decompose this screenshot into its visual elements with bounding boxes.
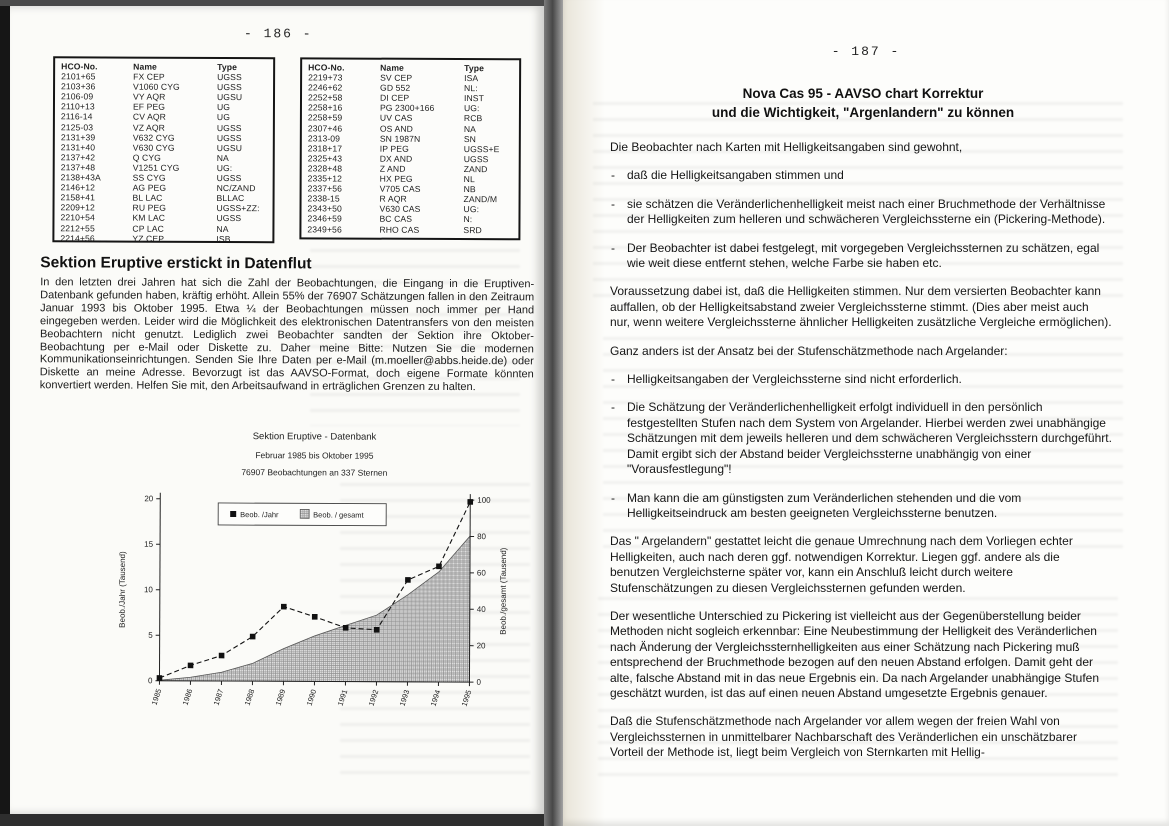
table-cell: Type bbox=[464, 63, 484, 74]
right-tick-label: 20 bbox=[476, 641, 486, 651]
x-tick-label: 1993 bbox=[397, 688, 412, 708]
table-cell: 2125-03 bbox=[60, 121, 94, 132]
bullet-dash: - bbox=[611, 168, 615, 183]
table-cell: 2214+56 bbox=[60, 232, 95, 244]
table-cell: 2116-14 bbox=[60, 111, 93, 122]
left-tick-label: 15 bbox=[144, 539, 154, 549]
table-cell: UGSS bbox=[217, 82, 242, 93]
table-cell: EF PEG bbox=[132, 101, 166, 113]
star-table-2 bbox=[299, 57, 521, 240]
table-cell: UGSU bbox=[216, 92, 243, 103]
table-cell: SRD bbox=[463, 224, 482, 235]
table-cell: 2138+43A bbox=[60, 172, 101, 183]
table-cell: UGSS bbox=[216, 172, 242, 184]
table-cell: RU PEG bbox=[132, 202, 167, 214]
table-cell: SV CEP bbox=[380, 72, 413, 83]
right-tick-label: 60 bbox=[476, 568, 486, 578]
legend-marker-gesamt bbox=[300, 509, 309, 518]
table-cell: SN 1987N bbox=[379, 133, 421, 144]
table-cell: UGSS bbox=[216, 132, 242, 143]
x-tick-label: 1995 bbox=[459, 688, 474, 708]
x-tick-label: 1992 bbox=[366, 688, 381, 708]
chart-subtitle-1: Februar 1985 bis Oktober 1995 bbox=[255, 450, 374, 461]
left-tick-label: 20 bbox=[144, 494, 154, 504]
table-cell: 2318+17 bbox=[307, 143, 343, 154]
page-number-left: - 186 - bbox=[243, 26, 313, 42]
table-cell: 2137+42 bbox=[60, 152, 96, 163]
paragraph: Das " Argelandern" gestattet leicht die genaue Umrechnung nach dem Vorliegen echter Helligkeiten, auch nach deren ggf. notwendigen Korrektur. Liegen ggf. andere als die benutzen Vergleichsterne später vor, kann ein Anschluß leicht durch weitere Stufenschätzungen zu diesen Vergleichssternen gefunden werden. bbox=[610, 534, 1073, 595]
article-body: In den letzten drei Jahren hat sich die Zahl der Beobachtungen, die Eingang in die Eruptiven-Datenbank gefunden haben, kräftig erhöht. Allein 55% der 76907 Schätzungen fallen in den Zeitraum Januar 1993 bis Oktober 1995. Etwa ¼ der Beobachtungen müssen noch immer per Hand eingegeben werden. Leider wird die Möglichkeit des elektronischen Datentransfers von den meisten Beobachtern nicht genutzt. Lediglich zwei Beobachter sandten der Sektion ihre Oktober-Beobachtung per e-Mail oder Diskette zu. Daher meine Bitte: Nutzen Sie die modernen Kommunikationseinrichtungen. Senden Sie Ihre Daten per e-Mail (m.moeller@abbs.heide.de) oder Diskette an meine Adresse. Bevorzugt ist das AAVSO-Format, doch eigene Formate könnten konvertiert werden. Helfen Sie mit, den Arbeitsaufwand in erträglichen Grenzen zu halten. bbox=[39, 276, 535, 394]
line-marker bbox=[219, 653, 225, 659]
table-cell: 2131+39 bbox=[60, 131, 96, 143]
table-cell: Q CYG bbox=[132, 152, 161, 163]
table-cell: 2349+56 bbox=[307, 223, 342, 235]
table-cell: ISA bbox=[464, 73, 479, 84]
legend-label-gesamt: Beob. / gesamt bbox=[313, 510, 364, 520]
line-marker bbox=[343, 625, 349, 631]
chart-svg bbox=[113, 483, 514, 740]
table-cell: INST bbox=[463, 93, 485, 104]
table-cell: BLLAC bbox=[216, 193, 245, 204]
line-marker bbox=[281, 604, 287, 610]
table-cell: IP PEG bbox=[379, 143, 409, 154]
table-cell: VY AQR bbox=[132, 91, 166, 103]
table-cell: UG bbox=[216, 112, 231, 123]
line-area-chart bbox=[113, 483, 514, 740]
bullet-item bbox=[610, 168, 1112, 183]
x-tick-label: 1991 bbox=[335, 688, 350, 708]
bullet-dash: - bbox=[611, 196, 615, 211]
table-cell: DX AND bbox=[379, 153, 413, 164]
table-cell: 2335+12 bbox=[307, 173, 343, 184]
table-cell: 2343+50 bbox=[307, 203, 342, 214]
table-cell: UG: bbox=[463, 204, 480, 215]
table-cell: SN bbox=[463, 133, 476, 144]
table-cell: UGSS bbox=[463, 153, 489, 164]
bullet-text: Die Schätzung der Veränderlichenhelligkeit erfolgt individuell in den persönlich festgestellten Stufen nach dem System von Argelander. Hierbei werden zwei unabhängige Schätzungen mit dem jeweils helleren und dem schwächeren Vergleichsstern durchgeführt. Damit ergibt sich der Abstand beider Vergleichssterne unabhängig von einer "Vorausfestlegung"! bbox=[627, 400, 1112, 477]
table-cell: BL LAC bbox=[132, 192, 163, 203]
table-cell: HCO-No. bbox=[308, 62, 345, 73]
table-cell: 2137+48 bbox=[60, 162, 96, 173]
table-cell: UGSS bbox=[216, 122, 242, 133]
table-cell: DI CEP bbox=[379, 92, 410, 104]
chart-title: Sektion Eruptive - Datenbank bbox=[252, 431, 377, 443]
table-cell: NB bbox=[463, 184, 476, 195]
page-187 bbox=[563, 0, 1169, 826]
chart-subtitle-2: 76907 Beobachtungen an 337 Sternen bbox=[241, 467, 388, 478]
bullet-item bbox=[610, 241, 1112, 272]
x-tick-label: 1987 bbox=[211, 687, 226, 707]
table-cell: 2210+54 bbox=[60, 212, 95, 223]
left-axis-label: Beob./Jahr (Tausend) bbox=[117, 551, 128, 628]
table-cell: RCB bbox=[463, 113, 483, 124]
table-cell: 2338-15 bbox=[307, 193, 340, 204]
table-cell: 2131+40 bbox=[60, 142, 96, 153]
table-cell: V705 CAS bbox=[379, 183, 421, 194]
table-cell: ZAND/M bbox=[463, 194, 498, 205]
table-cell: 2212+55 bbox=[60, 222, 95, 233]
table-cell: 2258+59 bbox=[307, 112, 343, 123]
table-cell: UG bbox=[216, 102, 231, 113]
table-cell: N: bbox=[463, 214, 473, 225]
table-cell: KM LAC bbox=[132, 213, 166, 224]
bullet-item bbox=[610, 400, 1112, 477]
table-cell: VZ AQR bbox=[132, 122, 166, 133]
table-cell: SS CYG bbox=[132, 172, 166, 183]
left-tick-label: 10 bbox=[143, 585, 153, 595]
left-tick-label: 0 bbox=[147, 676, 153, 686]
paragraph: Der wesentliche Unterschied zu Pickering ist vielleicht aus der Gegenüberstellung beider Methoden nicht sogleich erkennbar: Eine Neubestimmung der Helligkeit des Veränderlichen nach Änderung der Vergleichssternhelligkeiten aus einer Schätzung nach Pickering muß entsprechend der Bruchmethode bezogen auf den neuen Abstand erfolgen. Damit geht der alte, falsche Abstand mit in das neue Ergebnis ein. Da nach Argelander unabhängige Stufen geschätzt wurden, ist das auf einen neuen Abstand umgesetzte Ergebnis genauer. bbox=[610, 608, 1100, 700]
table-cell: CV AQR bbox=[132, 112, 167, 123]
bullet-text: sie schätzen die Veränderlichenhelligkeit meist nach einer Bruchmethode der Verhältnisse der Helligkeiten zum helleren und schwächeren Vergleichssterne ein (Pickering-Methode). bbox=[627, 196, 1106, 227]
table-cell: HCO-No. bbox=[61, 61, 98, 72]
right-axis-label: Beob./gesamt (Tausend) bbox=[498, 547, 509, 635]
scan-edge-bottom bbox=[0, 814, 590, 826]
table-cell: 2158+41 bbox=[60, 192, 96, 203]
table-cell: NA bbox=[463, 123, 477, 134]
table-cell: UGSS bbox=[216, 213, 242, 224]
bullet-dash: - bbox=[611, 490, 615, 505]
article-content bbox=[610, 140, 1112, 774]
table-cell: 2307+46 bbox=[307, 122, 343, 134]
line-marker bbox=[188, 663, 194, 669]
star-table-1 bbox=[52, 56, 275, 243]
table-cell: OS AND bbox=[379, 123, 413, 134]
table-cell: RHO CAS bbox=[379, 224, 420, 235]
table-cell: AG PEG bbox=[132, 182, 167, 193]
right-tick-label: 80 bbox=[477, 532, 487, 542]
x-tick-label: 1989 bbox=[273, 688, 288, 707]
bullet-text: daß die Helligkeitsangaben stimmen und bbox=[627, 168, 844, 183]
line-marker bbox=[312, 614, 318, 620]
page-number-right: - 187 - bbox=[831, 44, 901, 59]
table-cell: BC CAS bbox=[379, 214, 413, 225]
bullet-dash: - bbox=[611, 240, 615, 255]
table-cell: HX PEG bbox=[379, 173, 413, 184]
right-tick-label: 0 bbox=[476, 677, 481, 687]
x-tick-label: 1985 bbox=[149, 687, 164, 707]
table-cell: NA bbox=[216, 223, 229, 234]
table-cell: NA bbox=[216, 152, 229, 163]
right-axis bbox=[469, 494, 470, 682]
line-marker bbox=[374, 627, 380, 633]
line-marker bbox=[467, 499, 473, 505]
table-cell: YZ CEP bbox=[132, 233, 165, 244]
right-tick-label: 100 bbox=[477, 495, 491, 505]
x-tick-label: 1994 bbox=[428, 688, 443, 708]
x-tick-label: 1986 bbox=[180, 687, 195, 707]
x-tick-label: 1988 bbox=[242, 687, 257, 707]
bullet-text: Man kann die am günstigsten zum Veränderlichen stehenden und die vom Helligkeitseindruck am besten geeigneten Vergleichssterne benutzen. bbox=[627, 490, 1022, 520]
table-cell: UGSS+ZZ: bbox=[216, 203, 260, 214]
table-cell: PG 2300+166 bbox=[379, 103, 435, 114]
table-cell: V630 CYG bbox=[132, 142, 175, 153]
table-cell: NL bbox=[463, 174, 475, 185]
table-cell: 2252+58 bbox=[307, 92, 343, 103]
line-marker bbox=[157, 675, 163, 681]
table-cell: UG: bbox=[216, 162, 233, 173]
paragraph: Voraussetzung dabei ist, daß die Helligkeiten stimmen. Nur dem versierten Beobachter kann auffallen, ob der Helligkeitsabstand zweier Vergleichssterne stimmt. (Dies aber meist auch nur, wenn weitere Vergleichssterne ähnlicher Helligkeiten zusätzliche Vergleiche ermöglichen). bbox=[610, 284, 1112, 330]
table-cell: CP LAC bbox=[132, 223, 164, 234]
table-cell: 2101+65 bbox=[61, 71, 96, 82]
table-cell: NC/ZAND bbox=[216, 183, 256, 194]
paragraph: Ganz anders ist der Ansatz bei der Stufenschätzmethode nach Argelander: bbox=[610, 343, 1008, 358]
table-cell: Type bbox=[217, 61, 237, 73]
legend-label-jahr: Beob. /Jahr bbox=[240, 510, 279, 520]
table-cell: 2209+12 bbox=[60, 202, 95, 213]
figure-caption bbox=[114, 431, 514, 479]
bullet-text: Der Beobachter ist dabei festgelegt, mit vorgegeben Vergleichssternen zu schätzen, egal wie weit diese entfernt stehen, welche Farbe sie haben etc. bbox=[627, 240, 1100, 271]
table-cell: 2146+12 bbox=[60, 182, 96, 193]
table-cell: ZAND bbox=[463, 163, 488, 175]
right-tick-label: 40 bbox=[476, 604, 486, 614]
table-cell: 2337+56 bbox=[307, 183, 343, 194]
bullet-item bbox=[610, 372, 1112, 387]
table-cell: Name bbox=[133, 61, 157, 72]
article-title-line2: und die Wichtigkeit, "Argenlandern" zu können bbox=[711, 105, 1015, 120]
table-cell: UGSS+E bbox=[463, 143, 500, 154]
bullet-dash: - bbox=[611, 400, 615, 415]
table-cell: NL: bbox=[464, 83, 478, 94]
table-cell: V632 CYG bbox=[132, 132, 175, 143]
page-gutter bbox=[544, 0, 563, 826]
table-cell: 2106-09 bbox=[60, 91, 94, 102]
table-cell: 2258+16 bbox=[307, 102, 343, 113]
left-tick-label: 5 bbox=[148, 630, 153, 640]
table-row bbox=[307, 224, 518, 235]
table-cell: UG: bbox=[463, 103, 480, 114]
table-cell: FX CEP bbox=[133, 71, 165, 82]
table-cell: Name bbox=[380, 62, 404, 73]
table-cell: UGSS bbox=[217, 72, 242, 83]
table-cell: 2313-09 bbox=[307, 133, 341, 144]
paragraph: Die Beobachter nach Karten mit Helligkeitsangaben sind gewohnt, bbox=[610, 140, 963, 154]
table-cell: 2328+48 bbox=[307, 163, 343, 174]
table-cell: V630 CAS bbox=[379, 203, 421, 215]
line-marker bbox=[405, 577, 411, 583]
article-title-line1: Nova Cas 95 - AAVSO chart Korrektur bbox=[742, 86, 984, 101]
table-cell: 2110+13 bbox=[60, 101, 95, 112]
table-cell: V1251 CYG bbox=[132, 162, 180, 173]
left-axis bbox=[159, 493, 160, 681]
table-cell: 2103+36 bbox=[61, 81, 96, 92]
line-marker bbox=[436, 564, 442, 570]
table-cell: 2346+59 bbox=[307, 213, 342, 224]
line-marker bbox=[250, 634, 256, 640]
bullet-dash: - bbox=[611, 372, 615, 387]
article-heading: Sektion Eruptive erstickt in Datenflut bbox=[40, 254, 312, 273]
paragraph: Daß die Stufenschätzmethode nach Argelander vor allem wegen der freien Wahl von Vergleichssternen in unmittelbarer Nachbarschaft des Veränderlichen ein unschätzbarer Vorteil der Methode ist, liegt beim Vergleich von Sternkarten mit Hellig- bbox=[610, 714, 1077, 760]
bullet-item bbox=[610, 491, 1112, 522]
bullet-item bbox=[610, 197, 1112, 228]
table-cell: R AQR bbox=[379, 193, 407, 205]
table-cell: Z AND bbox=[379, 163, 406, 174]
article-title bbox=[603, 84, 1123, 122]
x-tick-label: 1990 bbox=[304, 688, 319, 707]
table-cell: 2246+62 bbox=[308, 82, 343, 93]
table-cell: 2219+73 bbox=[308, 72, 343, 83]
page-186 bbox=[10, 6, 544, 814]
bullet-text: Helligkeitsangaben der Vergleichssterne sind nicht erforderlich. bbox=[627, 372, 962, 387]
table-cell: UV CAS bbox=[379, 113, 413, 124]
table-cell: GD 552 bbox=[380, 82, 411, 93]
table-cell: ISB bbox=[216, 233, 231, 244]
legend-marker-jahr bbox=[230, 511, 236, 517]
table-cell: 2325+43 bbox=[307, 153, 343, 164]
table-cell: V1060 CYG bbox=[133, 81, 180, 92]
table-row bbox=[60, 233, 272, 244]
table-cell: UGSU bbox=[216, 142, 243, 153]
